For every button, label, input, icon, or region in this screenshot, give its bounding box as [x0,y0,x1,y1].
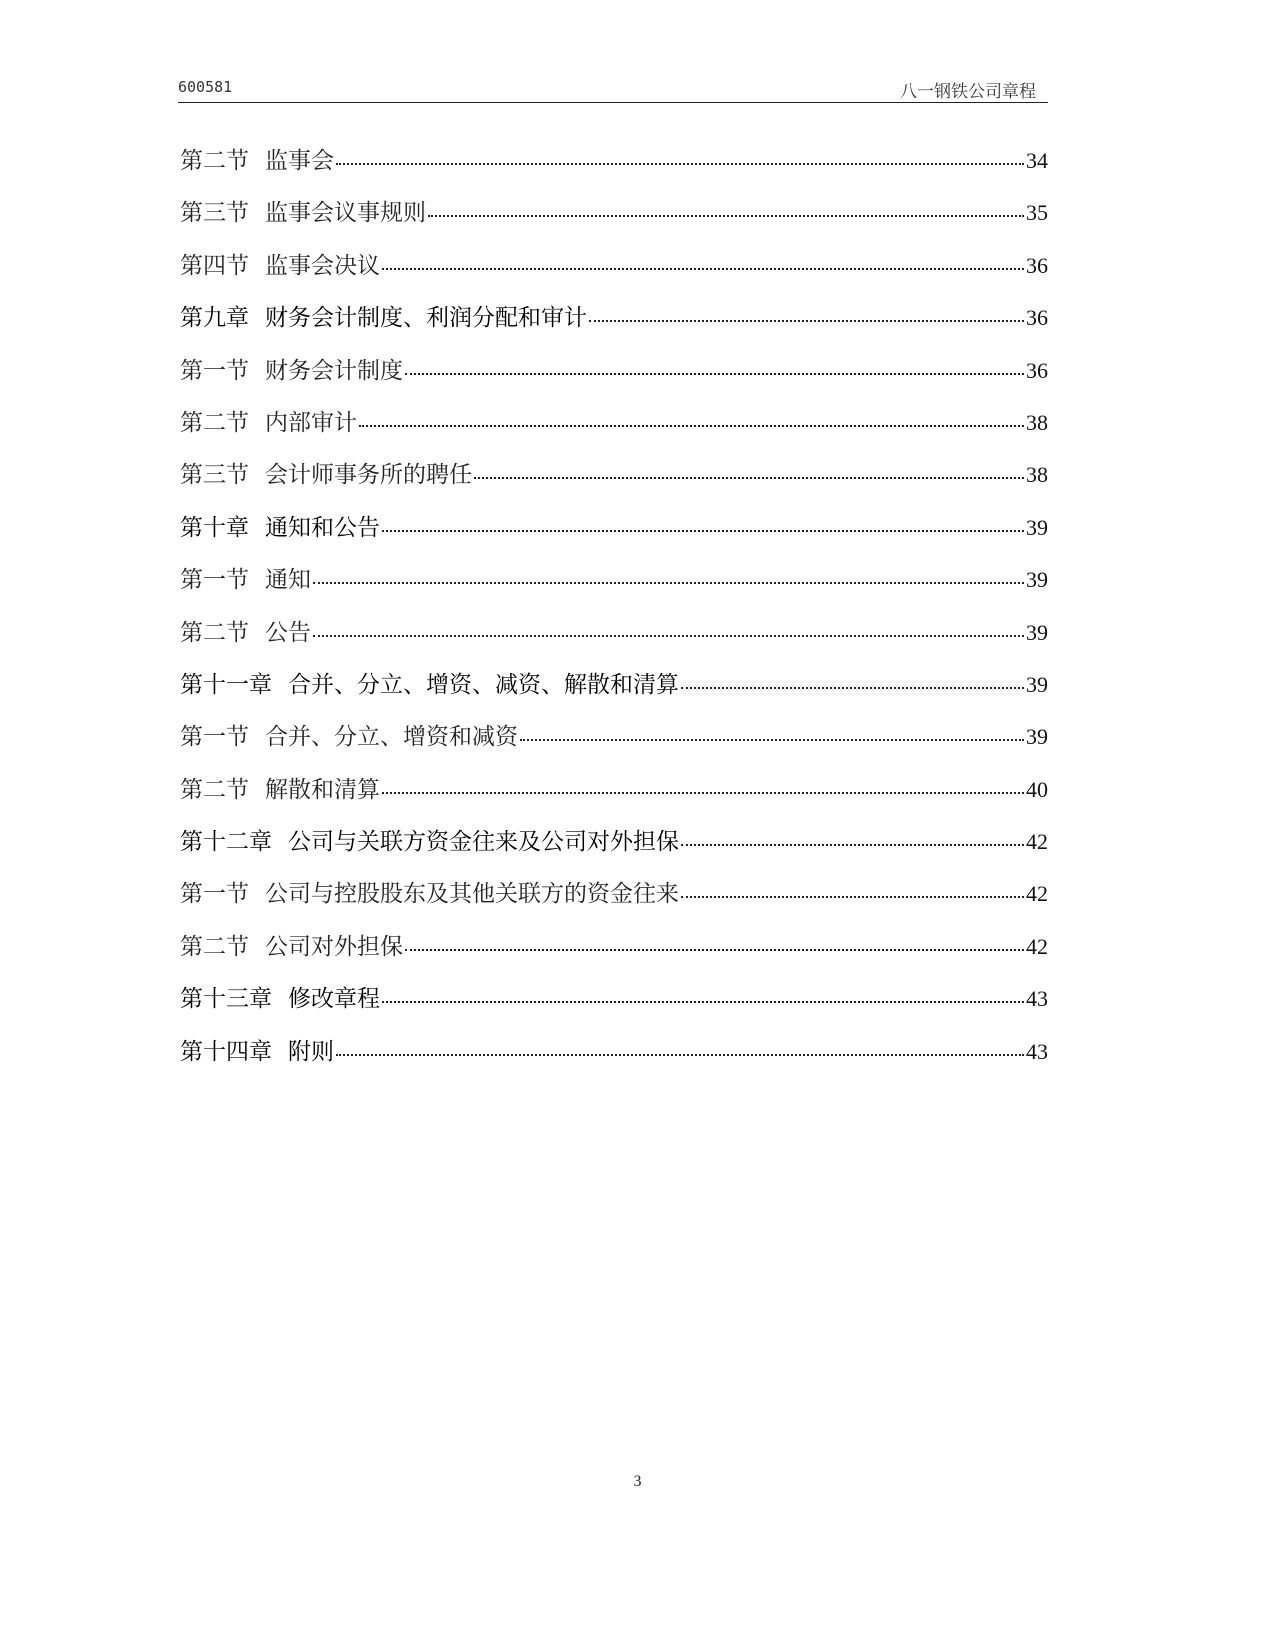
dot-leader [313,634,1024,637]
toc-page-number: 39 [1026,671,1048,697]
dot-leader [589,319,1024,322]
dot-leader [474,476,1024,479]
toc-entry-title [180,456,472,489]
toc-entry-title [180,823,679,856]
toc-chapter-entry[interactable] [180,299,1048,351]
toc-entry-title [180,980,380,1013]
document-title: 八一钢铁公司章程 [900,82,1036,102]
toc-page-number: 42 [1026,881,1048,907]
toc-page-number: 39 [1026,567,1048,593]
toc-entry-title [180,247,380,280]
toc-entry-number: 第二节 [180,933,249,960]
toc-entry-title [180,352,403,385]
dot-leader [382,791,1024,794]
toc-entry-name: 监事会议事规则 [265,200,426,227]
page-header [178,74,1048,103]
toc-entry-title [180,1033,334,1066]
toc-entry-title [180,509,380,542]
toc-entry-title [180,771,380,804]
toc-section-entry[interactable] [180,247,1048,299]
toc-entry-number: 第二节 [180,619,249,646]
toc-entry-number: 第十一章 [180,671,272,698]
dot-leader [382,267,1024,270]
toc-entry-name: 公告 [265,619,311,646]
toc-section-entry[interactable] [180,718,1048,770]
toc-chapter-entry[interactable] [180,666,1048,718]
toc-entry-name: 财务会计制度、利润分配和审计 [265,305,587,332]
toc-entry-name: 附则 [288,1038,334,1065]
toc-section-entry[interactable] [180,456,1048,508]
toc-section-entry[interactable] [180,194,1048,246]
dot-leader [382,529,1024,532]
toc-entry-title [180,666,679,699]
toc-entry-name: 合并、分立、增资、减资、解散和清算 [288,671,679,698]
toc-entry-number: 第十章 [180,514,249,541]
toc-page-number: 38 [1026,462,1048,488]
dot-leader [336,1053,1024,1056]
dot-leader [681,843,1024,846]
toc-section-entry[interactable] [180,875,1048,927]
toc-page-number: 36 [1026,252,1048,278]
toc-page-number: 36 [1026,305,1048,331]
toc-entry-title [180,404,357,437]
toc-entry-number: 第一节 [180,567,249,594]
toc-chapter-entry[interactable] [180,980,1048,1032]
toc-chapter-entry[interactable] [180,823,1048,875]
toc-section-entry[interactable] [180,142,1048,194]
toc-page-number: 42 [1026,933,1048,959]
toc-entry-number: 第十三章 [180,986,272,1013]
toc-entry-number: 第四节 [180,252,249,279]
toc-entry-name: 通知 [265,567,311,594]
toc-page-number: 39 [1026,619,1048,645]
toc-entry-title [180,561,311,594]
toc-entry-number: 第一节 [180,357,249,384]
toc-entry-title [180,299,587,332]
dot-leader [336,162,1024,165]
toc-entry-name: 监事会决议 [265,252,380,279]
toc-page-number: 35 [1026,200,1048,226]
dot-leader [382,1000,1024,1003]
dot-leader [428,214,1024,217]
toc-entry-name: 通知和公告 [265,514,380,541]
dot-leader [359,424,1024,427]
dot-leader [405,372,1024,375]
toc-entry-title [180,194,426,227]
toc-page-number: 39 [1026,724,1048,750]
toc-section-entry[interactable] [180,352,1048,404]
toc-entry-number: 第十二章 [180,829,272,856]
toc-entry-name: 合并、分立、增资和减资 [265,724,518,751]
dot-leader [313,581,1024,584]
toc-page-number: 36 [1026,357,1048,383]
dot-leader [681,895,1024,898]
toc-entry-name: 修改章程 [288,986,380,1013]
toc-entry-number: 第二节 [180,409,249,436]
stock-code: 600581 [178,78,233,96]
toc-page-number: 34 [1026,148,1048,173]
toc-entry-number: 第一节 [180,881,249,908]
toc-entry-number: 第三节 [180,200,249,227]
toc-entry-name: 公司对外担保 [265,933,403,960]
toc-section-entry[interactable] [180,928,1048,980]
toc-page-number: 43 [1026,1038,1048,1064]
toc-page-number: 39 [1026,514,1048,540]
dot-leader [520,738,1024,741]
toc-page-number: 42 [1026,829,1048,855]
toc-entry-title [180,614,311,647]
toc-chapter-entry[interactable] [180,509,1048,561]
toc-entry-number: 第二节 [180,148,249,174]
toc-entry-number: 第三节 [180,462,249,489]
toc-page-number: 40 [1026,776,1048,802]
toc-entry-name: 公司与关联方资金往来及公司对外担保 [288,829,679,856]
toc-entry-name: 会计师事务所的聘任 [265,462,472,489]
toc-page-number: 43 [1026,986,1048,1012]
toc-entry-number: 第一节 [180,724,249,751]
toc-entry-title [180,928,403,961]
toc-entry-title [180,142,334,175]
toc-entry-name: 监事会 [265,148,334,174]
toc-section-entry[interactable] [180,561,1048,613]
toc-entry-name: 内部审计 [265,409,357,436]
toc-chapter-entry[interactable] [180,1033,1048,1085]
toc-section-entry[interactable] [180,404,1048,456]
toc-entry-title [180,875,679,908]
toc-entry-number: 第十四章 [180,1038,272,1065]
toc-entry-name: 解散和清算 [265,776,380,803]
dot-leader [681,686,1024,689]
toc-section-entry[interactable] [180,771,1048,823]
toc-section-entry[interactable] [180,614,1048,666]
page-number: 3 [633,1473,642,1490]
toc-entry-number: 第二节 [180,776,249,803]
toc-entry-name: 财务会计制度 [265,357,403,384]
dot-leader [405,948,1024,951]
toc-entry-number: 第九章 [180,305,249,332]
toc-entry-name: 公司与控股股东及其他关联方的资金往来 [265,881,679,908]
table-of-contents [180,142,1048,1085]
toc-page-number: 38 [1026,409,1048,435]
toc-entry-title [180,718,518,751]
